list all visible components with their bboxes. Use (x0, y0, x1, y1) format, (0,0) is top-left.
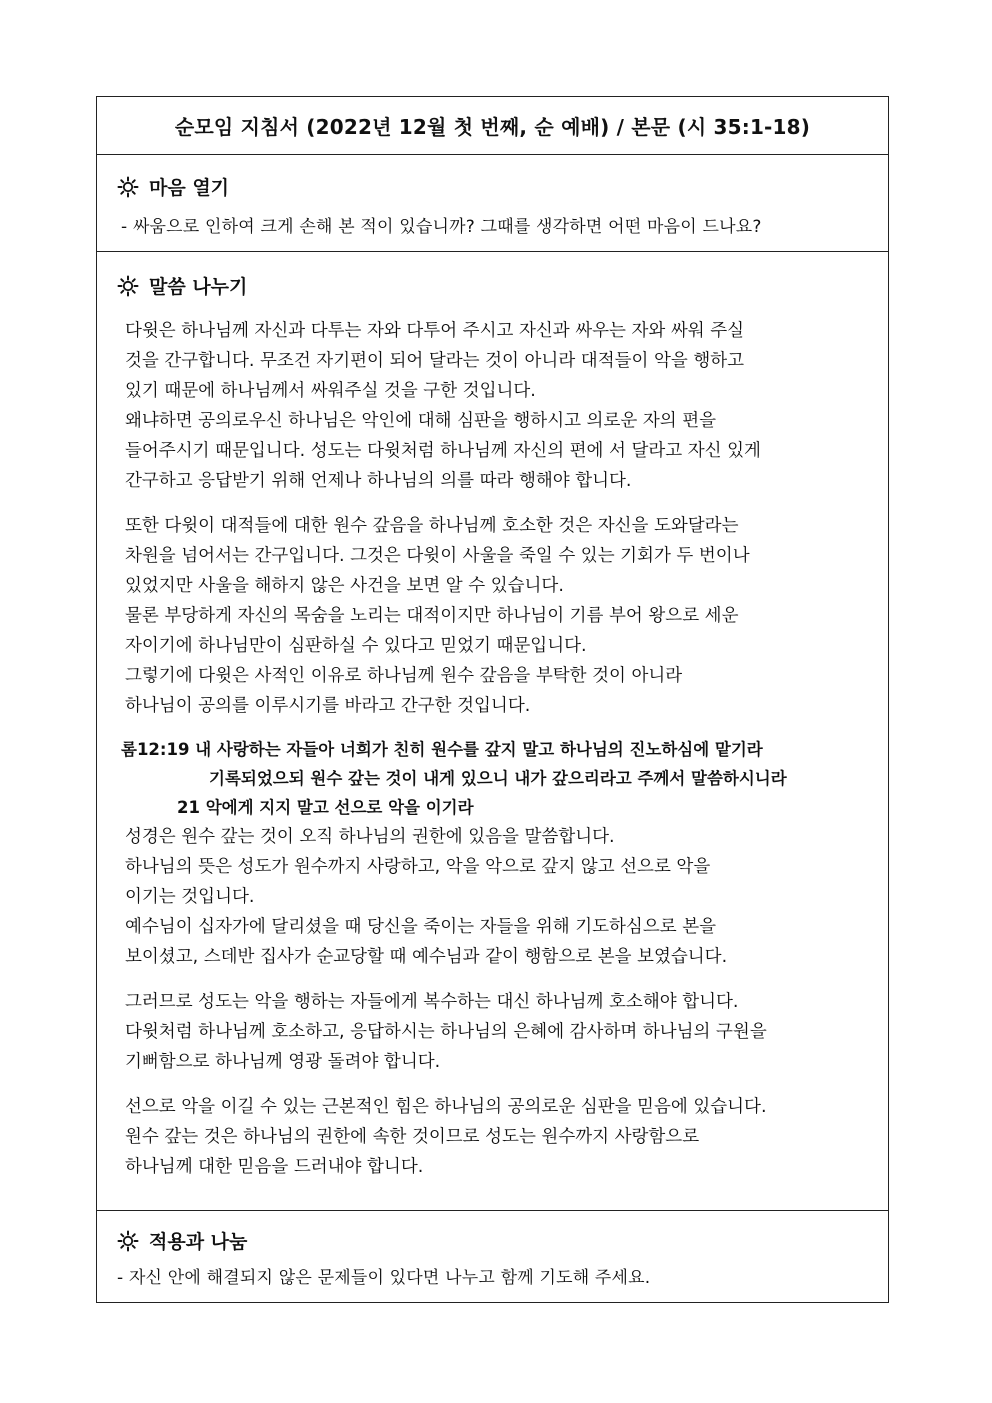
section-heading-label: 말씀 나누기 (149, 276, 248, 298)
text-line: 차원을 넘어서는 간구입니다. 그것은 다윗이 사울을 죽일 수 있는 기회가 두 번이나 (125, 546, 750, 566)
text-line: 하나님께 대한 믿음을 드러내야 합니다. (125, 1157, 424, 1177)
paragraph-1 (125, 316, 881, 496)
paragraph-2 (125, 511, 881, 721)
text-line: 다윗은 하나님께 자신과 다투는 자와 다투어 주시고 자신과 싸우는 자와 싸워 주실 (125, 321, 745, 341)
paragraph-4 (125, 987, 881, 1077)
text-line: 왜냐하면 공의로우신 하나님은 악인에 대해 심판을 행하시고 의로운 자의 편을 (125, 411, 717, 431)
text-line: 하나님이 공의를 이루시기를 바라고 간구한 것입니다. (125, 696, 531, 716)
section-heading-opening (117, 173, 229, 200)
text-line: 있기 때문에 하나님께서 싸워주실 것을 구한 것입니다. (125, 381, 536, 401)
text-line: 보이셨고, 스데반 집사가 순교당할 때 예수님과 같이 행함으로 본을 보였습니다. (125, 947, 728, 967)
text-line: 하나님의 뜻은 성도가 원수까지 사랑하고, 악을 악으로 갚지 않고 선으로 악을 (125, 857, 711, 877)
text-line: 들어주시기 때문입니다. 성도는 다윗처럼 하나님께 자신의 편에 서 달라고 자신 있게 (125, 441, 761, 461)
bible-verse (121, 735, 881, 822)
section-sharing (97, 252, 888, 1211)
section-heading-sharing (117, 272, 247, 299)
text-line: 다윗처럼 하나님께 호소하고, 응답하시는 하나님의 은혜에 감사하며 하나님의 구원을 (125, 1022, 767, 1042)
section-application (97, 1211, 888, 1304)
text-line: 그렇기에 다윗은 사적인 이유로 하나님께 원수 갚음을 부탁한 것이 아니라 (125, 666, 683, 686)
sun-icon (117, 176, 139, 198)
text-line: 것을 간구합니다. 무조건 자기편이 되어 달라는 것이 아니라 대적들이 악을 행하고 (125, 351, 745, 371)
text-line: 원수 갚는 것은 하나님의 권한에 속한 것이므로 성도는 원수까지 사랑함으로 (125, 1127, 700, 1147)
text-line: 자이기에 하나님만이 심판하실 수 있다고 믿었기 때문입니다. (125, 636, 587, 656)
section-heading-application (117, 1227, 247, 1254)
application-question: - 자신 안에 해결되지 않은 문제들이 있다면 나누고 함께 기도해 주세요. (117, 1268, 651, 1288)
paragraph-gap (125, 721, 881, 735)
verse-line: 기록되었으되 원수 갚는 것이 내게 있으니 내가 갚으리라고 주께서 말씀하시니라 (209, 769, 787, 788)
paragraph-3 (125, 822, 881, 972)
text-line: 그러므로 성도는 악을 행하는 자들에게 복수하는 대신 하나님께 호소해야 합니다. (125, 992, 739, 1012)
text-line: 있었지만 사울을 해하지 않은 사건을 보면 알 수 있습니다. (125, 576, 564, 596)
sun-icon (117, 1230, 139, 1252)
paragraph-gap (125, 972, 881, 987)
sharing-body (121, 316, 881, 1182)
paragraph-gap (125, 1077, 881, 1092)
sun-icon (117, 275, 139, 297)
text-line: 기뻐함으로 하나님께 영광 돌려야 합니다. (125, 1052, 441, 1072)
text-line: 선으로 악을 이길 수 있는 근본적인 힘은 하나님의 공의로운 심판을 믿음에 있습니다. (125, 1097, 767, 1117)
verse-line: 21 악에게 지지 말고 선으로 악을 이기라 (177, 798, 474, 817)
section-heading-label: 마음 열기 (149, 177, 230, 199)
paragraph-5 (125, 1092, 881, 1182)
opening-question: - 싸움으로 인하여 크게 손해 본 적이 있습니까? 그때를 생각하면 어떤 마음이 드나요? (121, 217, 762, 237)
paragraph-gap (125, 496, 881, 511)
text-line: 예수님이 십자가에 달리셨을 때 당신을 죽이는 자들을 위해 기도하심으로 본을 (125, 917, 717, 937)
verse-line: 롬12:19 내 사랑하는 자들아 너희가 친히 원수를 갚지 말고 하나님의 진노하심에 맡기라 (121, 740, 763, 759)
text-line: 이기는 것입니다. (125, 887, 255, 907)
text-line: 간구하고 응답받기 위해 언제나 하나님의 의를 따라 행해야 합니다. (125, 471, 632, 491)
page-title: 순모임 지침서 (2022년 12월 첫 번째, 순 예배) / 본문 (시 35:1-18) (174, 115, 811, 139)
text-line: 또한 다윗이 대적들에 대한 원수 갚음을 하나님께 호소한 것은 자신을 도와달라는 (125, 516, 739, 536)
guide-document (96, 96, 889, 1303)
text-line: 성경은 원수 갚는 것이 오직 하나님의 권한에 있음을 말씀합니다. (125, 827, 615, 847)
text-line: 물론 부당하게 자신의 목숨을 노리는 대적이지만 하나님이 기름 부어 왕으로 세운 (125, 606, 739, 626)
title-row (97, 97, 888, 155)
section-heading-label: 적용과 나눔 (149, 1231, 248, 1253)
section-opening (97, 155, 888, 252)
